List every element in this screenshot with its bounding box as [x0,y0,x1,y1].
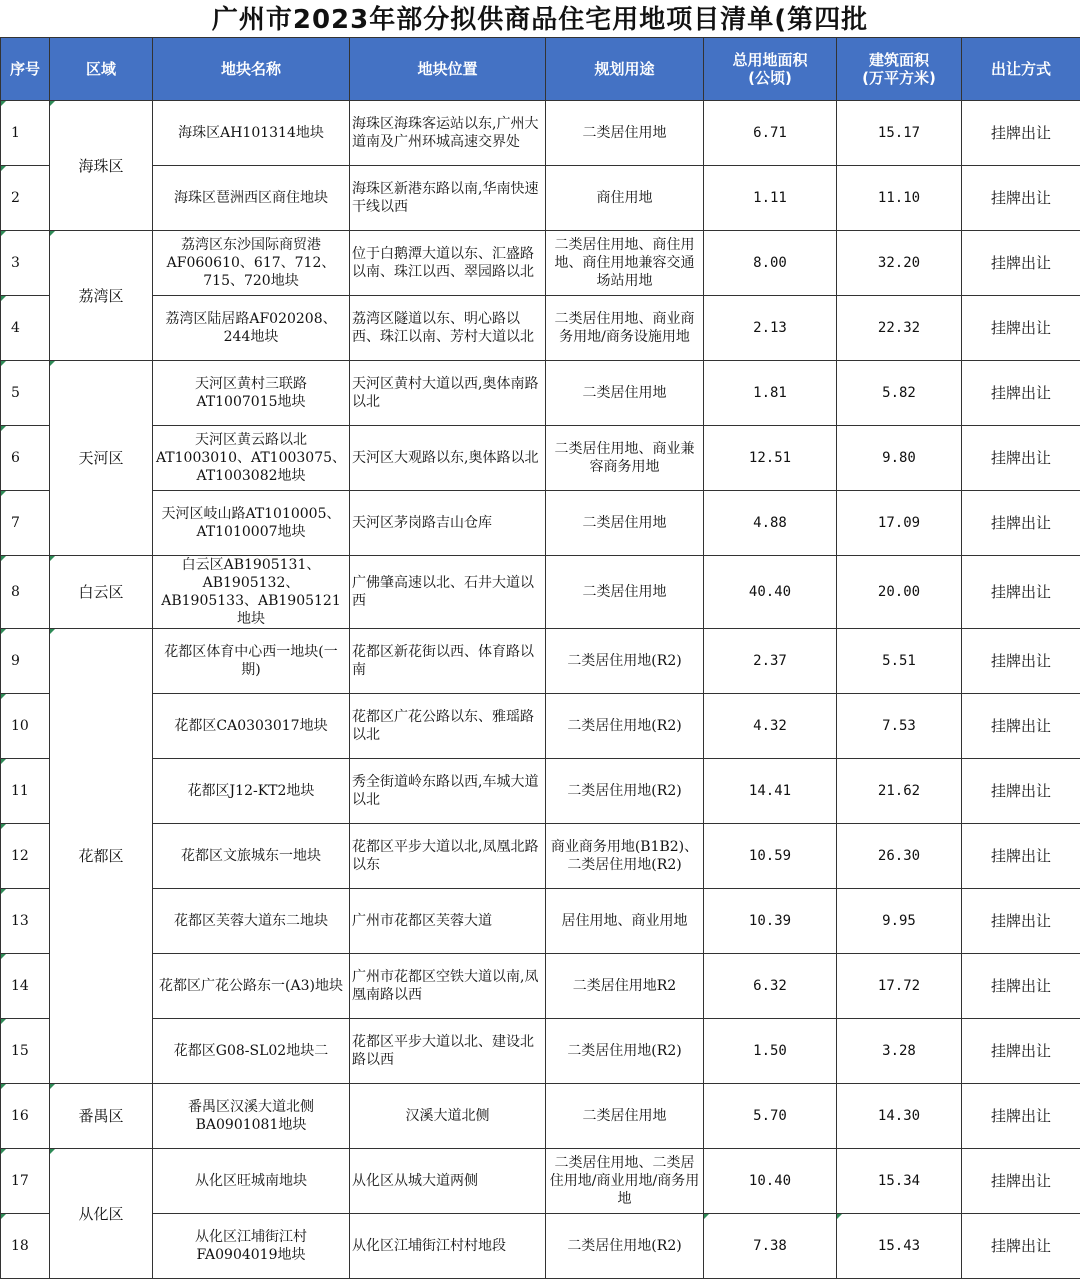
row-location: 广佛肇高速以北、石井大道以西 [350,556,546,629]
row-location: 位于白鹅潭大道以东、汇盛路以南、珠江以西、翠园路以北 [350,231,546,296]
table-row [1,889,1080,954]
row-use: 居住用地、商业用地 [546,889,704,954]
row-method: 挂牌出让 [962,231,1080,296]
row-area: 4.88 [704,491,837,556]
row-seq: 13 [1,889,50,954]
row-district: 花都区 [50,629,153,1084]
row-location: 天河区黄村大道以西,奥体南路以北 [350,361,546,426]
row-method: 挂牌出让 [962,1019,1080,1084]
row-method: 挂牌出让 [962,1214,1080,1279]
row-area: 1.81 [704,361,837,426]
row-gfa: 26.30 [837,824,962,889]
row-seq: 3 [1,231,50,296]
row-method: 挂牌出让 [962,954,1080,1019]
row-seq: 5 [1,361,50,426]
row-method: 挂牌出让 [962,629,1080,694]
row-use: 二类居住用地(R2) [546,759,704,824]
header-method: 出让方式 [962,38,1080,101]
table-row [1,1214,1080,1279]
row-seq: 17 [1,1149,50,1214]
row-method: 挂牌出让 [962,101,1080,166]
row-gfa: 17.72 [837,954,962,1019]
row-name: 花都区芙蓉大道东二地块 [153,889,350,954]
header-gfa: 建筑面积 (万平方米) [837,38,962,101]
table-row [1,296,1080,361]
row-seq: 15 [1,1019,50,1084]
row-use: 二类居住用地(R2) [546,694,704,759]
row-use: 二类居住用地 [546,491,704,556]
row-gfa: 9.95 [837,889,962,954]
table-row [1,759,1080,824]
row-area: 1.11 [704,166,837,231]
row-district: 海珠区 [50,101,153,231]
row-method: 挂牌出让 [962,759,1080,824]
row-use: 商住用地 [546,166,704,231]
row-method: 挂牌出让 [962,694,1080,759]
row-gfa: 22.32 [837,296,962,361]
table-row [1,426,1080,491]
row-name: 花都区文旅城东一地块 [153,824,350,889]
row-method: 挂牌出让 [962,361,1080,426]
row-method: 挂牌出让 [962,1084,1080,1149]
row-gfa: 15.17 [837,101,962,166]
table-row [1,556,1080,629]
row-seq: 14 [1,954,50,1019]
row-use: 二类居住用地(R2) [546,1214,704,1279]
row-gfa: 7.53 [837,694,962,759]
row-use: 二类居住用地、二类居住用地/商业用地/商务用地 [546,1149,704,1214]
row-seq: 11 [1,759,50,824]
table-row [1,166,1080,231]
header-use: 规划用途 [546,38,704,101]
header-row [1,38,1080,101]
row-seq: 6 [1,426,50,491]
row-area: 5.70 [704,1084,837,1149]
row-area: 1.50 [704,1019,837,1084]
row-location: 天河区大观路以东,奥体路以北 [350,426,546,491]
row-use: 二类居住用地(R2) [546,1019,704,1084]
row-location: 汉溪大道北侧 [350,1084,546,1149]
row-district: 白云区 [50,556,153,629]
row-area: 10.40 [704,1149,837,1214]
row-area: 6.71 [704,101,837,166]
row-method: 挂牌出让 [962,296,1080,361]
row-method: 挂牌出让 [962,426,1080,491]
row-area: 10.39 [704,889,837,954]
row-seq: 10 [1,694,50,759]
header-location: 地块位置 [350,38,546,101]
table-row [1,1084,1080,1149]
row-location: 秀全街道岭东路以西,车城大道以北 [350,759,546,824]
row-location: 广州市花都区空铁大道以南,凤凰南路以西 [350,954,546,1019]
row-use: 二类居住用地 [546,1084,704,1149]
row-seq: 1 [1,101,50,166]
row-method: 挂牌出让 [962,491,1080,556]
row-name: 天河区黄云路以北AT1003010、AT1003075、AT1003082地块 [153,426,350,491]
row-name: 天河区黄村三联路AT1007015地块 [153,361,350,426]
row-location: 从化区江埔街江村村地段 [350,1214,546,1279]
table-row [1,491,1080,556]
table-row [1,101,1080,166]
row-name: 从化区江埔街江村FA0904019地块 [153,1214,350,1279]
row-gfa: 11.10 [837,166,962,231]
row-area: 4.32 [704,694,837,759]
row-method: 挂牌出让 [962,824,1080,889]
row-location: 海珠区海珠客运站以东,广州大道南及广州环城高速交界处 [350,101,546,166]
row-gfa: 15.43 [837,1214,962,1279]
row-name: 荔湾区东沙国际商贸港AF060610、617、712、715、720地块 [153,231,350,296]
row-gfa: 5.51 [837,629,962,694]
land-list-table [0,37,1080,1279]
row-use: 二类居住用地(R2) [546,629,704,694]
table-row [1,694,1080,759]
row-name: 海珠区琶洲西区商住地块 [153,166,350,231]
row-seq: 18 [1,1214,50,1279]
row-name: 花都区体育中心西一地块(一期) [153,629,350,694]
row-gfa: 17.09 [837,491,962,556]
row-gfa: 9.80 [837,426,962,491]
row-location: 海珠区新港东路以南,华南快速干线以西 [350,166,546,231]
row-name: 花都区G08-SL02地块二 [153,1019,350,1084]
row-area: 14.41 [704,759,837,824]
row-use: 二类居住用地、商住用地、商住用地兼容交通场站用地 [546,231,704,296]
header-name: 地块名称 [153,38,350,101]
row-use: 商业商务用地(B1B2)、二类居住用地(R2) [546,824,704,889]
table-row [1,231,1080,296]
row-location: 花都区平步大道以北,凤凰北路以东 [350,824,546,889]
row-name: 花都区广花公路东一(A3)地块 [153,954,350,1019]
row-location: 广州市花都区芙蓉大道 [350,889,546,954]
row-seq: 12 [1,824,50,889]
row-area: 7.38 [704,1214,837,1279]
row-area: 6.32 [704,954,837,1019]
row-district: 番禺区 [50,1084,153,1149]
row-location: 花都区平步大道以北、建设北路以西 [350,1019,546,1084]
row-seq: 16 [1,1084,50,1149]
table-row [1,824,1080,889]
row-area: 2.37 [704,629,837,694]
row-location: 花都区新花街以西、体育路以南 [350,629,546,694]
table-row [1,954,1080,1019]
table-row [1,1019,1080,1084]
row-use: 二类居住用地 [546,361,704,426]
header-area: 总用地面积 (公顷) [704,38,837,101]
row-area: 8.00 [704,231,837,296]
row-method: 挂牌出让 [962,556,1080,629]
row-location: 荔湾区隧道以东、明心路以西、珠江以南、芳村大道以北 [350,296,546,361]
header-district: 区域 [50,38,153,101]
row-method: 挂牌出让 [962,166,1080,231]
row-location: 花都区广花公路以东、雅瑶路以北 [350,694,546,759]
row-name: 荔湾区陆居路AF020208、244地块 [153,296,350,361]
row-area: 10.59 [704,824,837,889]
row-use: 二类居住用地、商业兼容商务用地 [546,426,704,491]
row-use: 二类居住用地 [546,556,704,629]
row-district: 荔湾区 [50,231,153,361]
row-location: 从化区从城大道两侧 [350,1149,546,1214]
row-gfa: 32.20 [837,231,962,296]
row-name: 从化区旺城南地块 [153,1149,350,1214]
row-seq: 2 [1,166,50,231]
row-name: 白云区AB1905131、AB1905132、AB1905133、AB1905121地块 [153,556,350,629]
row-name: 海珠区AH101314地块 [153,101,350,166]
row-name: 花都区J12-KT2地块 [153,759,350,824]
row-area: 2.13 [704,296,837,361]
row-method: 挂牌出让 [962,1149,1080,1214]
row-seq: 7 [1,491,50,556]
row-use: 二类居住用地R2 [546,954,704,1019]
table-row [1,1149,1080,1214]
row-location: 天河区茅岗路吉山仓库 [350,491,546,556]
row-gfa: 5.82 [837,361,962,426]
row-area: 12.51 [704,426,837,491]
row-method: 挂牌出让 [962,889,1080,954]
row-gfa: 14.30 [837,1084,962,1149]
row-gfa: 15.34 [837,1149,962,1214]
row-name: 番禺区汉溪大道北侧BA0901081地块 [153,1084,350,1149]
row-district: 从化区 [50,1149,153,1279]
row-gfa: 21.62 [837,759,962,824]
table-row [1,629,1080,694]
row-name: 天河区岐山路AT1010005、AT1010007地块 [153,491,350,556]
header-seq: 序号 [1,38,50,101]
row-seq: 8 [1,556,50,629]
row-name: 花都区CA0303017地块 [153,694,350,759]
row-use: 二类居住用地、商业商务用地/商务设施用地 [546,296,704,361]
row-seq: 9 [1,629,50,694]
table-row [1,361,1080,426]
row-district: 天河区 [50,361,153,556]
row-use: 二类居住用地 [546,101,704,166]
row-area: 40.40 [704,556,837,629]
row-gfa: 20.00 [837,556,962,629]
document-title: 广州市2023年部分拟供商品住宅用地项目清单(第四批 [0,0,1080,37]
row-gfa: 3.28 [837,1019,962,1084]
row-seq: 4 [1,296,50,361]
